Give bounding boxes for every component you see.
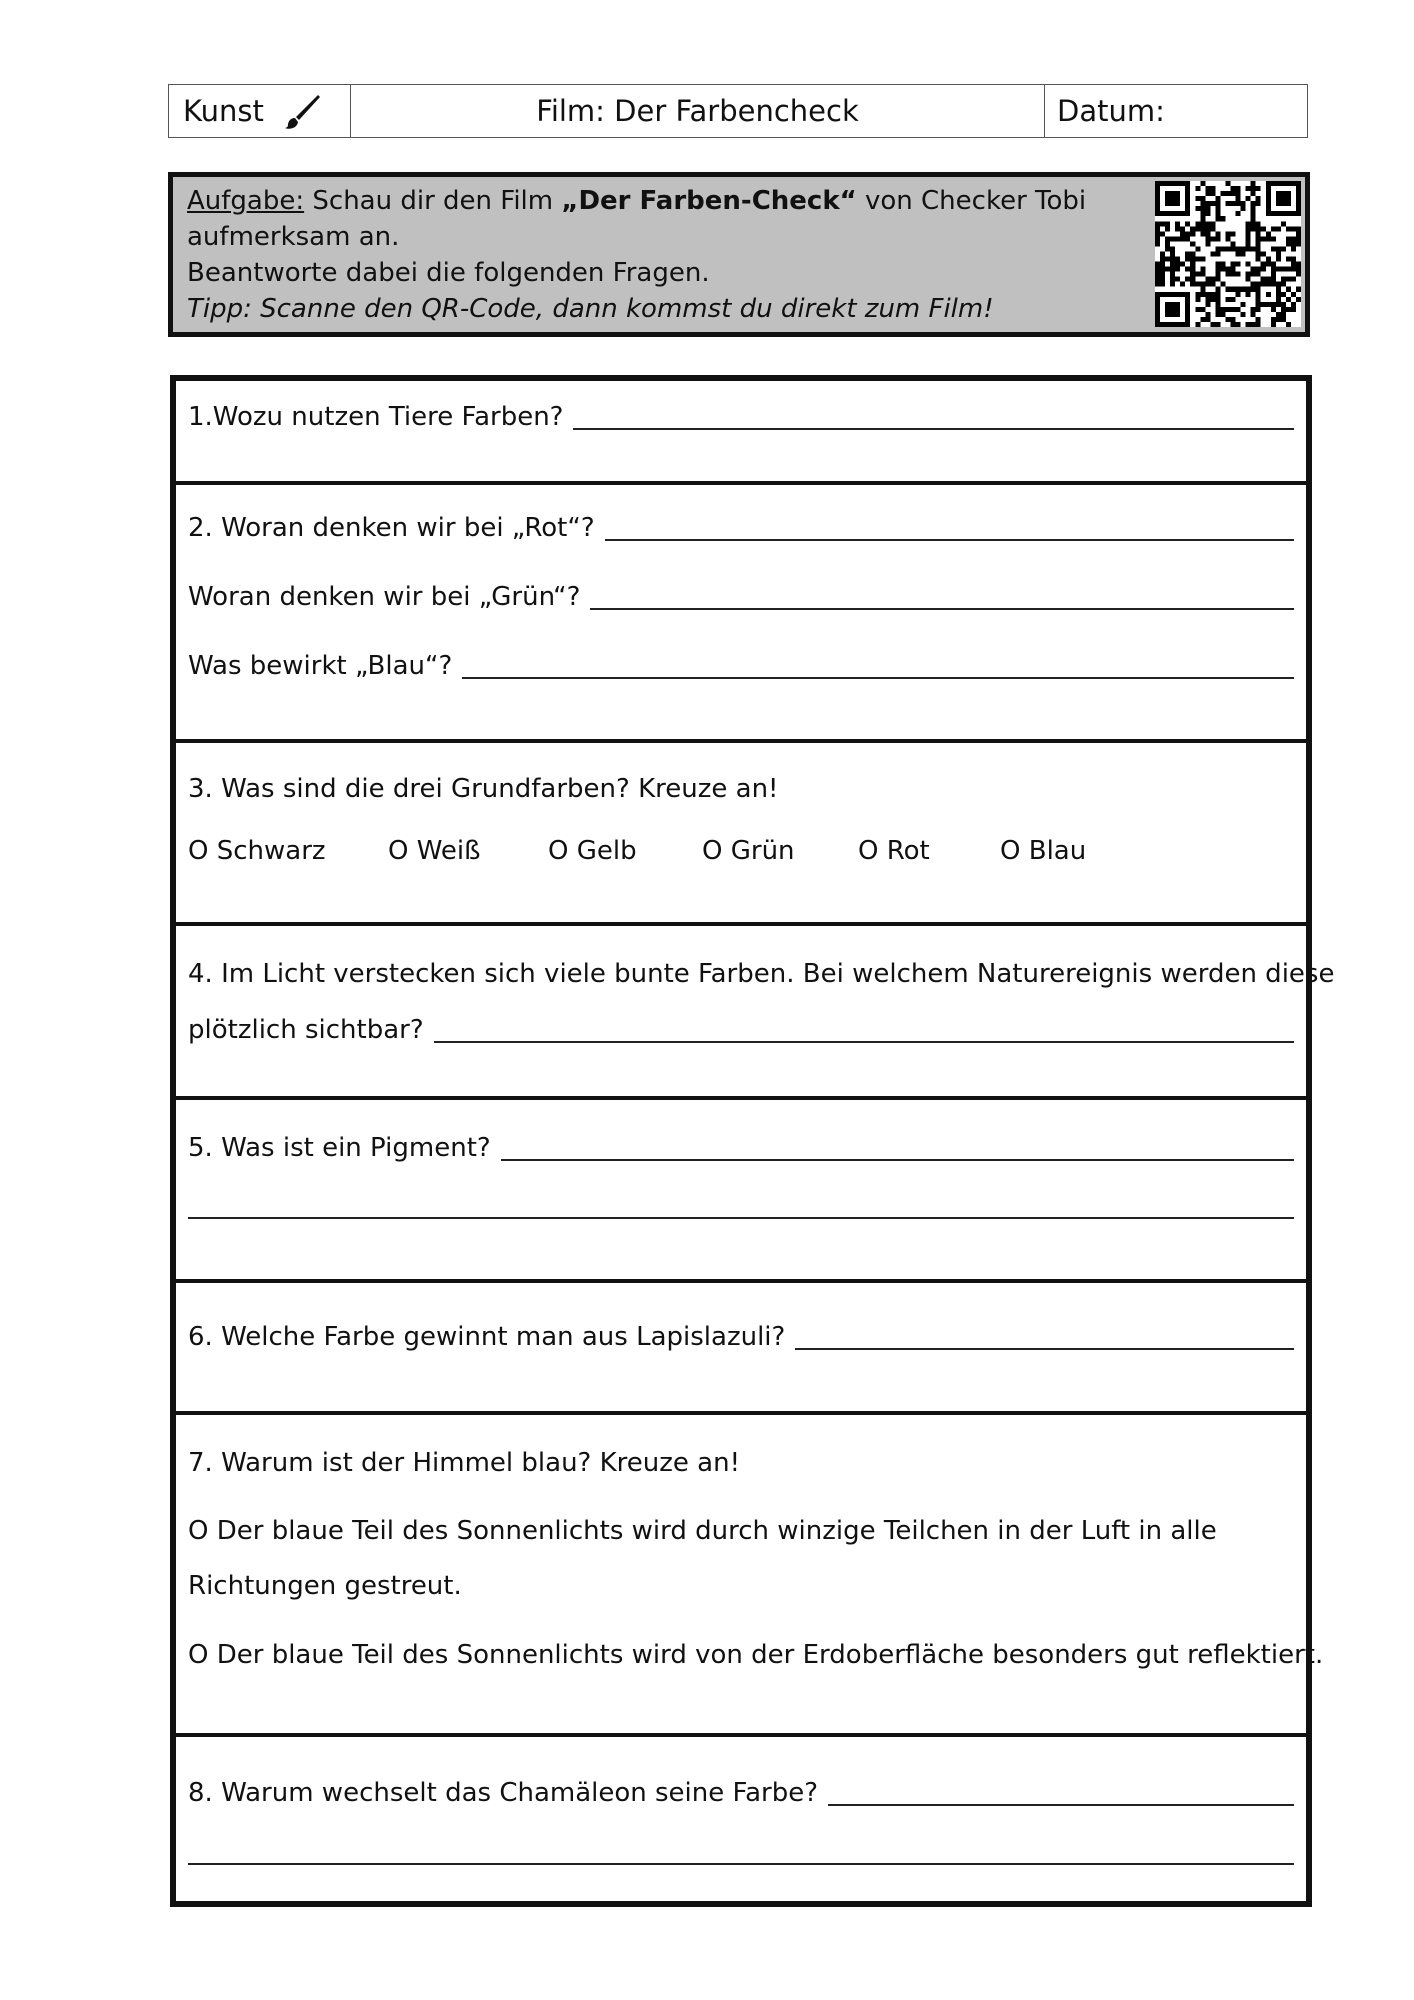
q3-option-schwarz[interactable]: O Schwarz: [188, 836, 326, 866]
q5-answer-line-2[interactable]: [188, 1217, 1294, 1219]
q2c-line: [188, 650, 1294, 682]
q5-text: 5. Was ist ein Pigment?: [188, 1133, 491, 1163]
q4-answer-line[interactable]: [434, 1017, 1294, 1043]
question-6: [176, 1283, 1306, 1415]
task-text-part: von Checker Tobi: [856, 186, 1087, 216]
q5-line: [188, 1132, 1294, 1164]
task-instructions: [187, 183, 1127, 327]
q2c-answer-line[interactable]: [462, 653, 1294, 679]
question-4: [176, 926, 1335, 1100]
question-5: [176, 1100, 1306, 1283]
task-box: [168, 172, 1310, 337]
q6-text: 6. Welche Farbe gewinnt man aus Lapislazuli?: [188, 1322, 786, 1352]
question-1: [176, 381, 1306, 485]
task-line-3: Beantworte dabei die folgenden Fragen.: [187, 258, 710, 288]
q7-option-2[interactable]: [188, 1639, 1324, 1671]
q4b-line: [188, 1014, 1294, 1046]
question-8: [176, 1737, 1306, 1901]
q1-line: [188, 401, 1294, 433]
q7-text: 7. Warum ist der Himmel blau? Kreuze an!: [188, 1448, 740, 1478]
qr-code[interactable]: [1155, 181, 1301, 327]
q5-answer-line[interactable]: [501, 1135, 1294, 1161]
q7-option-2-text: O Der blaue Teil des Sonnenlichts wird von der Erdoberfläche besonders gut reflektiert.: [188, 1640, 1324, 1670]
q1-text: 1.Wozu nutzen Tiere Farben?: [188, 402, 564, 432]
q3-text: 3. Was sind die drei Grundfarben? Kreuze an!: [188, 774, 779, 804]
date-field: Datum:: [1057, 94, 1165, 128]
q2b-line: [188, 581, 1294, 613]
subject-label: Kunst: [183, 94, 264, 128]
q2b-text: Woran denken wir bei „Grün“?: [188, 582, 581, 612]
q1-answer-line[interactable]: [573, 404, 1294, 430]
q7-line: [188, 1447, 1294, 1479]
worksheet-title: Film: Der Farbencheck: [351, 85, 1045, 137]
question-3: [176, 743, 1306, 926]
task-tip: Tipp: Scanne den QR-Code, dann kommst du direkt zum Film!: [187, 294, 994, 324]
task-text-part: Schau dir den Film: [304, 186, 562, 216]
q2b-answer-line[interactable]: [590, 584, 1294, 610]
task-label: Aufgabe:: [187, 186, 305, 216]
q4a-line: [188, 958, 1335, 990]
q7-option-1-cont: [188, 1570, 1294, 1602]
q2a-answer-line[interactable]: [605, 515, 1294, 541]
q6-line: [188, 1321, 1294, 1353]
q3-line: [188, 773, 1294, 805]
film-title: „Der Farben-Check“: [561, 186, 857, 216]
q3-option-blau[interactable]: O Blau: [1000, 836, 1087, 866]
q8-answer-line-2[interactable]: [188, 1863, 1294, 1865]
q2c-text: Was bewirkt „Blau“?: [188, 651, 453, 681]
q7-option-1-text: O Der blaue Teil des Sonnenlichts wird durch winzige Teilchen in der Luft in alle: [188, 1516, 1217, 1546]
question-2: [176, 485, 1306, 743]
q3-option-gruen[interactable]: O Grün: [702, 836, 795, 866]
q8-answer-line[interactable]: [828, 1780, 1294, 1806]
subject-cell: [169, 85, 351, 137]
header-table: [168, 84, 1308, 138]
q3-option-rot[interactable]: O Rot: [858, 836, 930, 866]
task-line-2: aufmerksam an.: [187, 222, 400, 252]
questions-box: [170, 375, 1335, 1907]
q3-option-gelb[interactable]: O Gelb: [548, 836, 637, 866]
q4b-text: plötzlich sichtbar?: [188, 1015, 424, 1045]
q3-option-weiss[interactable]: O Weiß: [388, 836, 481, 866]
q7-option-1-text-cont: Richtungen gestreut.: [188, 1571, 462, 1601]
q8-line: [188, 1777, 1294, 1809]
question-7: [176, 1415, 1324, 1737]
q4a-text: 4. Im Licht verstecken sich viele bunte Farben. Bei welchem Naturereignis werden diese: [188, 959, 1335, 989]
q2a-text: 2. Woran denken wir bei „Rot“?: [188, 513, 595, 543]
q2a-line: [188, 512, 1294, 544]
q6-answer-line[interactable]: [795, 1324, 1294, 1350]
q8-text: 8. Warum wechselt das Chamäleon seine Farbe?: [188, 1778, 819, 1808]
paintbrush-icon: [282, 91, 322, 131]
q7-option-1[interactable]: [188, 1515, 1294, 1547]
